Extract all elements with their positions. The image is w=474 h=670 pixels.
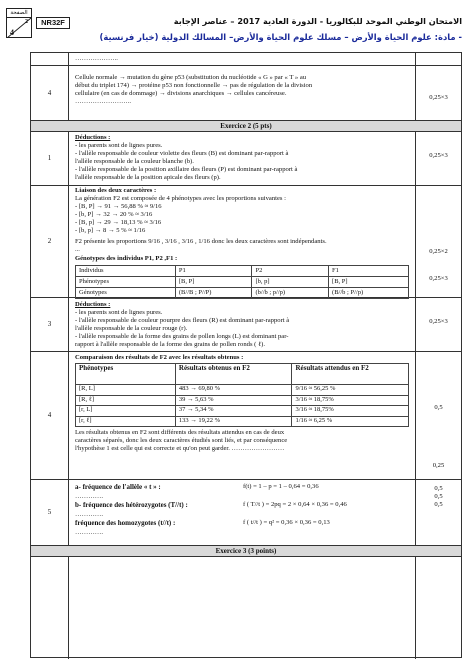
empty-row bbox=[31, 557, 461, 659]
page-number-box bbox=[6, 8, 32, 38]
page-header bbox=[0, 0, 474, 52]
answer-table bbox=[30, 52, 462, 658]
question-number: 5 bbox=[31, 480, 69, 545]
question-number: 2 bbox=[31, 186, 69, 297]
score: 0,25×3 bbox=[429, 318, 448, 325]
score: 0,25×3 bbox=[429, 94, 448, 101]
question-row-4: 4 Comparaison des résultats de F2 avec les résultats obtenus : Phénotypes Résultats obtenus en F2 Résultats attendus en F2 [R, L] 483 → 69,80 % 9/16 ≈ 56,25 % [R, ℓ] 39 → 5,63 % 3/16 ≈ 18,75% [r, L] 37 → 5,34 % 3/16 ≈ 18,75% [r, ℓ] 133 → 19,22 % 1/16 ≈ 6,25 % Les résultats obtenus en F2 sont différents des résultats attendus en cas de deux caractères séparés, donc les deux caractères étudiés sont liés, et par conséquence l'hypothèse 1 est celle qui est correcte et qu'on peut garder. …………………… 0,5 0,25 bbox=[31, 352, 461, 480]
comparison-table: Phénotypes Résultats obtenus en F2 Résultats attendus en F2 [R, L] 483 → 69,80 % 9/16 ≈ 56,25 % [R, ℓ] 39 → 5,63 % 3/16 ≈ 18,75% [r, L] 37 → 5,34 % 3/16 ≈ 18,75% [r, ℓ] 133 → 19,22 % 1/16 ≈ 6,25 % bbox=[75, 363, 409, 427]
exercise-3-title: Exercice 3 (3 points) bbox=[31, 546, 461, 557]
question-row-1: 1 Déductions : - les parents sont de lignes pures. - l'allèle responsable de couleur violette des fleurs (B) est dominant par-rapport à l'allèle responsable de la couleur blanche (b). - l'allèle responsable de la position axillaire des fleurs (P) est dominant par-rapport à l'allèle responsable de la position apicale des fleurs (p). 0,25×3 bbox=[31, 132, 461, 186]
question-number: 3 bbox=[31, 298, 69, 351]
exercise-2-title: Exercice 2 (5 pts) bbox=[31, 121, 461, 132]
score: 0,25 bbox=[432, 462, 445, 469]
question-number: 4 bbox=[31, 352, 69, 479]
page-total: 2 bbox=[25, 19, 28, 25]
continuation-row: ……………….. bbox=[31, 53, 461, 66]
question-row-3: 3 Déductions : - les parents sont de lignes pures. - l'allèle responsable de couleur pourpre des fleurs (R) est dominant par-rapport à l'allèle responsable de la couleur rouge (r). - l'allèle responsable de la forme des grains de pollen longs (L) est dominant par- rapport à l'allèle responsable de la forme des grains de pollen ronds ( ℓ). 0,25×3 bbox=[31, 298, 461, 352]
score: 0,25×3 bbox=[429, 152, 448, 159]
question-row-2: 2 Liaison des deux caractères : La génération F2 est composée de 4 phénotypes avec les proportions suivantes : - [B, P] → 91 → 56,88 % ≈ 9/16 - [b, P] → 32 → 20 % ≈ 3/16 - [B, p] → 29 → 18,13 % ≈ 3/16 - [b, p] → 8 → 5 % ≈ 1/16 F2 présente les proportions 9/16 , 3/16 , 3/16 , 1/16 donc les deux caractères sont indépendants. ... Génotypes des individus P1, P2 ,F1 : Individus P1 P2 F1 Phénotypes [B, P] [b, p] [B, P] Génotypes (B//B ; P//P) (b//b ; p//p) (B//b ; P//p) 0,25×2 0,25×3 bbox=[31, 186, 461, 298]
page-number: 4 bbox=[10, 28, 14, 37]
score: 0,5 bbox=[434, 501, 443, 508]
page-label: الصفحة bbox=[7, 9, 31, 18]
score: 0,5 bbox=[434, 485, 443, 492]
exam-subject: - مادة: علوم الحياة والأرض – مسلك علوم الحياة والأرض– المسالك الدولية (خيار فرنسية) bbox=[99, 32, 462, 42]
exam-title: الامتحان الوطني الموحد للبكالوريا - الدورة العادية 2017 – عناصر الإجابة bbox=[173, 16, 462, 26]
score: 0,5 bbox=[434, 404, 443, 411]
genotype-table: Individus P1 P2 F1 Phénotypes [B, P] [b, p] [B, P] Génotypes (B//B ; P//P) (b//b ; p//p) (B//b ; P//p) bbox=[75, 265, 409, 299]
question-row-ex1-4: 4 Cellule normale → mutation du gène p53 (substitution du nucléotide « G » par « T » au début du triplet 174) → protéine p53 non fonctionnelle → pas de régulation de la division cellulaire (en cas de dommage) → divisions anarchiques → cellules cancéreuse. …………………….. 0,25×3 bbox=[31, 66, 461, 121]
score: 0,5 bbox=[434, 493, 443, 500]
score: 0,25×2 bbox=[429, 248, 448, 255]
exam-code: NR32F bbox=[36, 17, 70, 29]
question-number: 1 bbox=[31, 132, 69, 185]
score: 0,25×3 bbox=[429, 275, 448, 282]
question-number: 4 bbox=[31, 66, 69, 120]
question-row-5: 5 a- fréquence de l'allèle « t » : f(t) = 1 – p = 1 – 0,64 = 0,36 …………. b- fréquence des hétérozygotes (T//t) : f ( T//t ) = 2pq = 2 × 0,64 × 0,36 = 0,46 …………. fréquence des homozygotes (t//t) : f ( t//t ) = q² = 0,36 × 0,36 = 0,13 …………. 0,5 0,5 0,5 bbox=[31, 480, 461, 546]
